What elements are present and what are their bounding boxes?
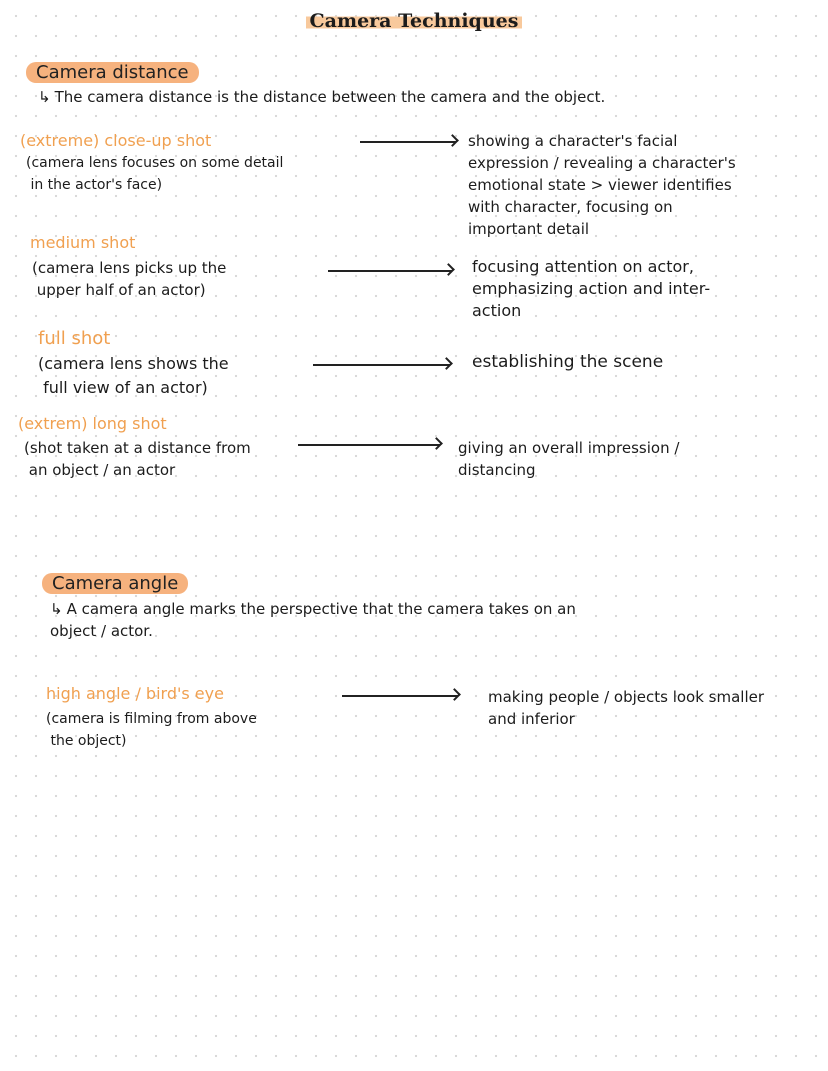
- effect-medium-shot: focusing attention on actor, emphasizing action and inter- action: [472, 257, 711, 320]
- detail-close-up-shot: (camera lens focuses on some detail in the actor's face): [26, 155, 284, 193]
- heading-highlight: Camera distance: [26, 62, 199, 83]
- camera-distance-definition: [38, 88, 605, 106]
- heading-highlight: Camera angle: [42, 573, 188, 594]
- arrow-right-icon: [360, 141, 456, 143]
- term-high-angle: high angle / bird's eye: [46, 684, 224, 703]
- camera-angle-definition: [50, 598, 576, 642]
- section-heading-camera-distance: [36, 62, 199, 83]
- term-long-shot: (extrem) long shot: [18, 414, 167, 433]
- section-heading-camera-angle: [52, 573, 188, 594]
- detail-medium-shot: (camera lens picks up the upper half of an actor): [32, 259, 227, 299]
- effect-close-up-shot: showing a character's facial expression / revealing a character's emotional state > viewer identifies with character, focusing on important detail: [468, 132, 736, 238]
- effect-full-shot: establishing the scene: [472, 352, 664, 372]
- arrow-right-icon: [342, 695, 458, 697]
- page-title-text: Camera Techniques: [306, 10, 523, 32]
- effect-high-angle: making people / objects look smaller and inferior: [488, 688, 765, 728]
- effect-long-shot: giving an overall impression / distancing: [458, 439, 680, 479]
- term-full-shot: full shot: [38, 328, 111, 349]
- arrow-right-icon: [313, 364, 450, 366]
- arrow-hook-icon: ↳: [50, 600, 63, 618]
- definition-text: A camera angle marks the perspective that the camera takes on an object / actor.: [50, 600, 576, 640]
- detail-full-shot: (camera lens shows the full view of an actor): [38, 354, 229, 397]
- detail-high-angle: (camera is filming from above the object): [46, 711, 257, 749]
- detail-long-shot: (shot taken at a distance from an object / an actor: [24, 439, 251, 479]
- page-title: [0, 10, 828, 32]
- definition-text: The camera distance is the distance between the camera and the object.: [54, 88, 606, 106]
- arrow-right-icon: [328, 270, 452, 272]
- term-medium-shot: medium shot: [30, 233, 136, 252]
- arrow-hook-icon: ↳: [38, 88, 51, 106]
- term-close-up-shot: (extreme) close-up shot: [20, 131, 212, 150]
- arrow-right-icon: [298, 444, 440, 446]
